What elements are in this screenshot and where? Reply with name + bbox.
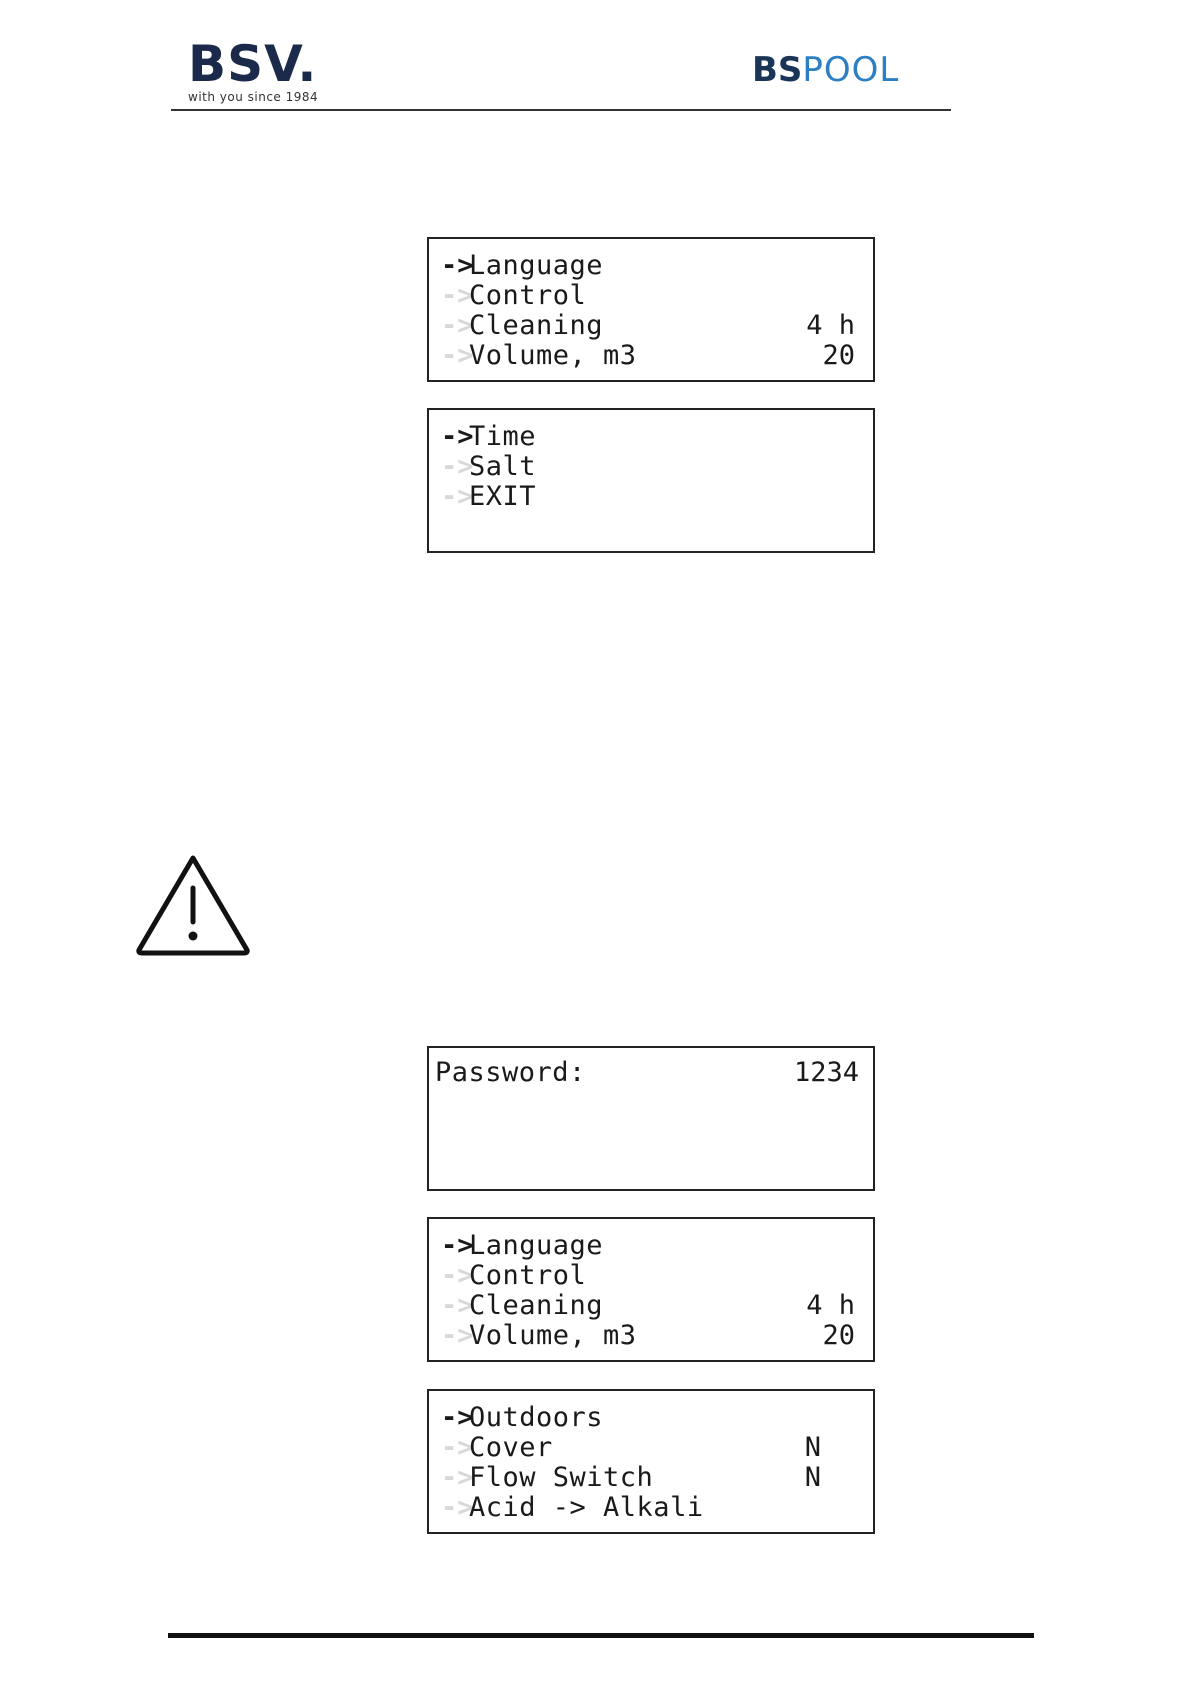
- selection-arrow: ->: [441, 1492, 474, 1523]
- selection-arrow: ->: [441, 481, 474, 512]
- selection-arrow: ->: [441, 1230, 474, 1261]
- lcd-row: [441, 1231, 855, 1261]
- selection-arrow: ->: [441, 421, 474, 452]
- lcd-screen-main-menu-page1: [427, 237, 875, 382]
- menu-item-value: N: [804, 1432, 821, 1463]
- header-divider: [171, 109, 951, 111]
- footer-divider: [168, 1633, 1034, 1638]
- lcd-screen-installer-menu-page2: [427, 1389, 875, 1534]
- menu-item-value: 20: [822, 340, 855, 371]
- password-label: Password:: [435, 1057, 586, 1088]
- menu-item-label: Outdoors: [469, 1402, 604, 1433]
- menu-item-value: 4 h: [806, 1290, 855, 1321]
- lcd-row: [441, 1493, 855, 1523]
- lcd-row: [441, 452, 855, 482]
- lcd-row: [435, 1058, 859, 1088]
- menu-item-label: Language: [469, 1230, 604, 1261]
- menu-item-label: Cleaning: [469, 1290, 604, 1321]
- lcd-row: [441, 1321, 855, 1351]
- menu-item-label: Volume, m3: [469, 340, 637, 371]
- menu-item-label: Language: [469, 250, 604, 281]
- menu-item-value: 4 h: [806, 310, 855, 341]
- warning-triangle-icon: [134, 852, 252, 958]
- bsv-logo-tagline: with you since 1984: [188, 90, 319, 104]
- lcd-row: [441, 1291, 855, 1321]
- selection-arrow: ->: [441, 1320, 474, 1351]
- selection-arrow: ->: [441, 280, 474, 311]
- lcd-row: [441, 1403, 855, 1433]
- password-value: 1234: [793, 1057, 859, 1088]
- lcd-row: [441, 281, 855, 311]
- selection-arrow: ->: [441, 1432, 474, 1463]
- lcd-row: [441, 422, 855, 452]
- menu-item-value: N: [804, 1462, 821, 1493]
- lcd-row: [441, 341, 855, 371]
- menu-item-label: Control: [469, 280, 587, 311]
- menu-item-label: Acid -> Alkali: [469, 1492, 704, 1523]
- menu-item-label: Salt: [469, 451, 537, 482]
- lcd-row: [441, 1261, 855, 1291]
- menu-item-label: Control: [469, 1260, 587, 1291]
- menu-item-label: EXIT: [469, 481, 537, 512]
- lcd-screen-password: [427, 1046, 875, 1191]
- bsv-logo-mark: BSV.: [188, 35, 318, 93]
- selection-arrow: ->: [441, 451, 474, 482]
- lcd-row: [441, 311, 855, 341]
- lcd-row: [441, 251, 855, 281]
- selection-arrow: ->: [441, 250, 474, 281]
- menu-item-value: 20: [822, 1320, 855, 1351]
- selection-arrow: ->: [441, 1402, 474, 1433]
- selection-arrow: ->: [441, 310, 474, 341]
- bspool-logo-pool: POOL: [802, 50, 900, 90]
- selection-arrow: ->: [441, 340, 474, 371]
- lcd-screen-installer-menu-page1: [427, 1217, 875, 1362]
- menu-item-label: Volume, m3: [469, 1320, 637, 1351]
- lcd-row: [441, 1433, 855, 1463]
- menu-item-label: Flow Switch: [469, 1462, 654, 1493]
- selection-arrow: ->: [441, 1260, 474, 1291]
- bsv-logo: [188, 35, 348, 104]
- menu-item-label: Time: [469, 421, 537, 452]
- lcd-row: [441, 482, 855, 512]
- lcd-row: [441, 1463, 855, 1493]
- lcd-screen-main-menu-page2: [427, 408, 875, 553]
- menu-item-label: Cleaning: [469, 310, 604, 341]
- menu-item-label: Cover: [469, 1432, 553, 1463]
- bspool-logo-bs: BS: [752, 50, 803, 90]
- selection-arrow: ->: [441, 1462, 474, 1493]
- bspool-logo: [752, 50, 899, 90]
- selection-arrow: ->: [441, 1290, 474, 1321]
